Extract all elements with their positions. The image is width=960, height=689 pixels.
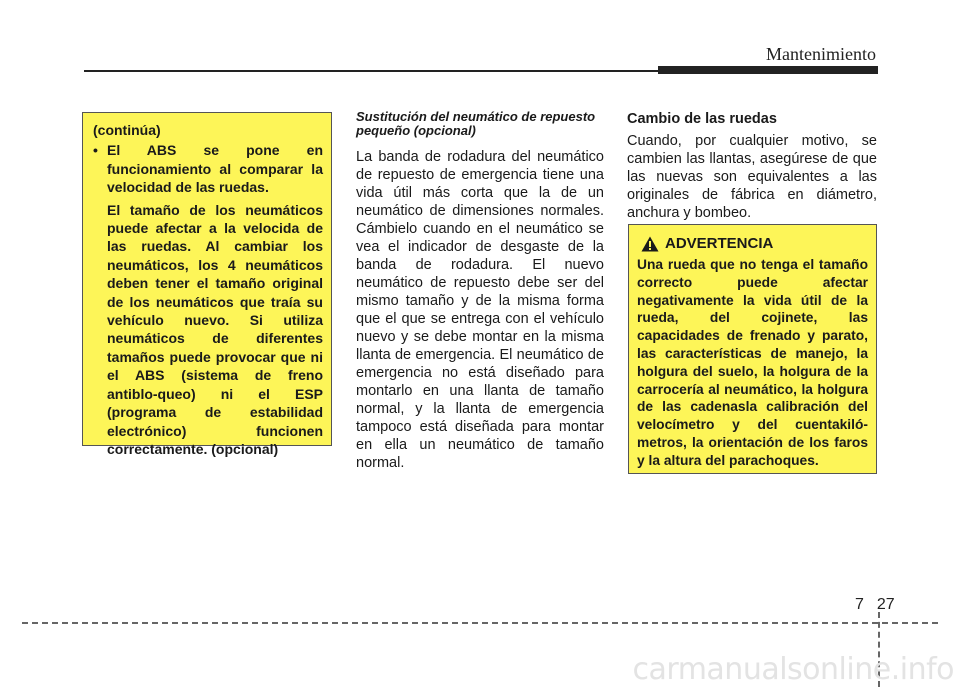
section-body: La banda de rodadura del neumático de repuesto de emergencia tiene una vida útil más corta que la de un neumático de dimensiones normales. Cámbielo cuando en el neumático se vea el indicador de desgaste de la banda de rodadura. El nuevo neumático de repuesto debe ser del mismo tamaño y de la misma forma que el que se entrega con el vehículo nuevo y se debe montar en la misma llanta de emergencia. El neumático de emergencia no está diseñado para montarlo en una llanta de tamaño normal, y la llanta de emergencia tampoco está diseñada para montar en ella un neumático de tamaño normal. xyxy=(356,149,604,471)
page-index: 27 xyxy=(876,596,895,613)
section-body: Cuando, por cualquier motivo, se cambien las llantas, asegúrese de que las nuevas son equivalentes a las originales de fábrica en diámetro, anchura y bombeo. xyxy=(627,133,877,221)
continues-label: (continúa) xyxy=(93,122,161,138)
spare-tire-section xyxy=(356,110,604,472)
warning-title: ADVERTENCIA xyxy=(665,235,774,252)
abs-note-box xyxy=(82,112,332,457)
header-rule-accent xyxy=(658,66,878,74)
chapter-number: 7 xyxy=(855,596,864,613)
bullet-item xyxy=(93,141,323,196)
bullet-text: El ABS se pone en funcionamiento al comparar la velocidad de las ruedas. xyxy=(107,142,323,196)
watermark: carmanualsonline.info xyxy=(632,652,954,687)
warning-header xyxy=(641,235,868,252)
warning-triangle-icon xyxy=(641,236,659,252)
bullet-icon: • xyxy=(93,142,98,159)
section-title: Mantenimiento xyxy=(766,44,876,64)
section-heading: Sustitución del neumático de repuesto pequeño (opcional) xyxy=(356,109,596,138)
header-rule xyxy=(84,70,660,72)
warning-box xyxy=(628,224,877,474)
wheel-change-section xyxy=(627,110,877,222)
footer-rule xyxy=(22,622,938,624)
tire-size-paragraph: El tamaño de los neumáticos puede afectar a la velocida de las ruedas. Al cambiar los neumáticos, los 4 neumáticos deben tener el tamaño original de los neumáticos que traía su vehículo nuevo. Si utiliza neumáticos de diferentes tamaños puede provocar que ni el ABS (sistema de freno antiblo-queo) ni el ESP (programa de estabilidad electrónico) funcionen correctamente. (opcional) xyxy=(107,201,323,457)
warning-body: Una rueda que no tenga el tamaño correcto puede afectar negativamente la vida útil de la rueda, del cojinete, las capacidades de frenado y parato, las características de manejo, la holgura del suelo, la holgura de la carrocería al neumático, la holgura de las cadenasla calibración del velocímetro y del cuentakiló-metros, la orientación de los faros y la altura del parachoques. xyxy=(637,257,868,468)
page-number xyxy=(855,596,895,614)
section-heading: Cambio de las ruedas xyxy=(627,111,777,127)
